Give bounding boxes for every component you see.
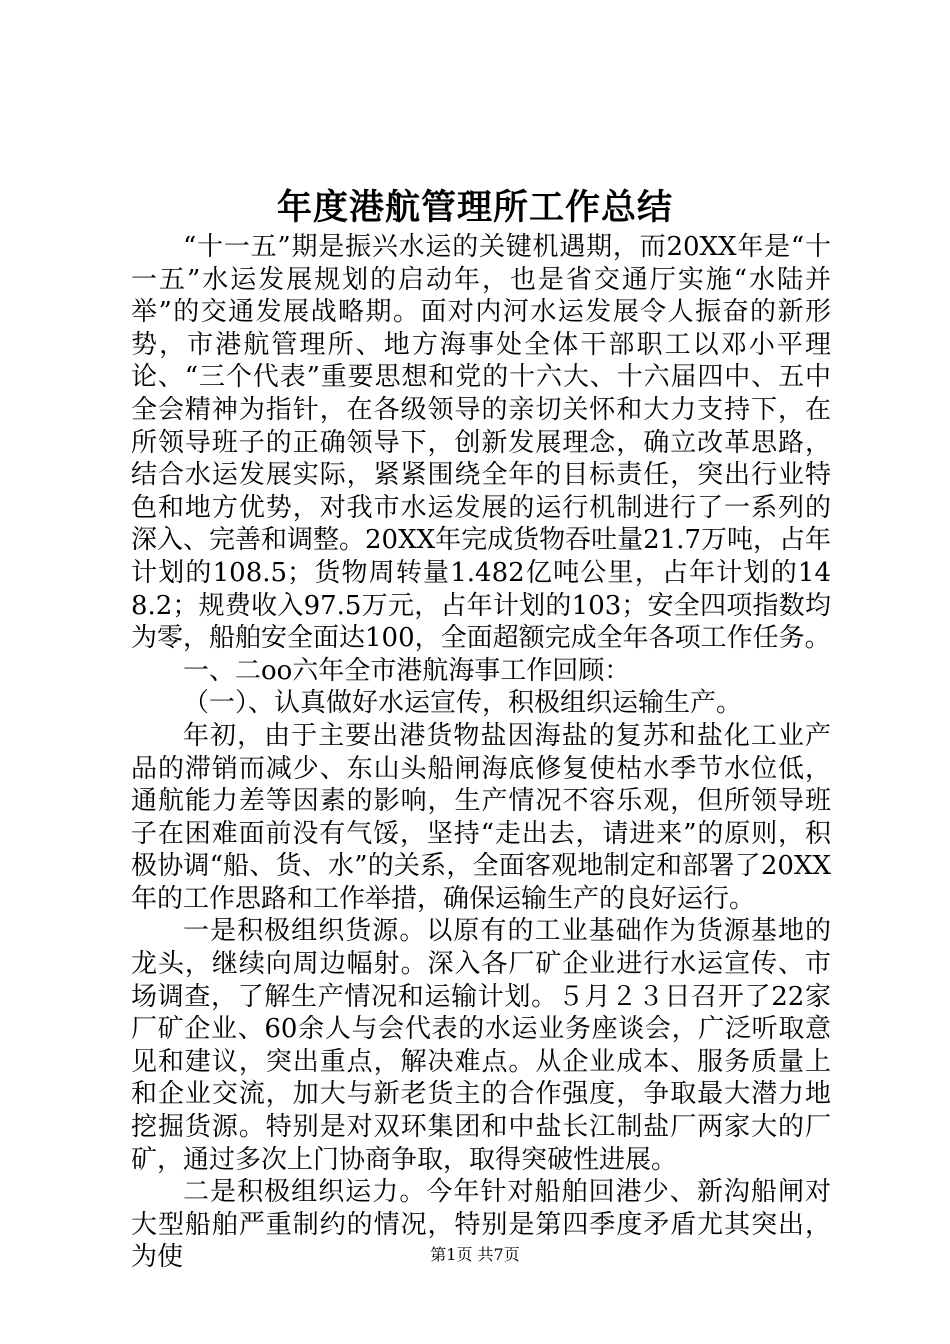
section-heading-1: 一、二oo六年全市港航海事工作回顾： [183, 655, 631, 686]
subsection-heading-1: （一）、认真做好水运宣传，积极组织运输生产。 [183, 688, 743, 719]
paragraph-intro: “十一五”期是振兴水运的关键机遇期，而20XX年是“十一五”水运发展规划的启动年，也是省交通厅实施“水陆并举”的交通发展战略期。面对内河水运发展令人振奋的新形势，市港航管理所、地方海事处全体干部职工以邓小平理论、“三个代表”重要思想和党的十六大、十六届四中、五中全会精神为指针，在各级领导的亲切关怀和大力支持下，在所领导班子的正确领导下，创新发展理念，确立改革思路，结合水运发展实际，紧紧围绕全年的目标责任，突出行业特色和地方优势，对我市水运发展的运行机制进行了一系列的深入、完善和调整。20XX年完成货物吞吐量21.7万吨，占年计划的108.5；货物周转量1.482亿吨公里，占年计划的148.2；规费收入97.5万元，占年计划的103；安全四项指数均为零，船舶安全面达100，全面超额完成全年各项工作任务。 [131, 232, 831, 654]
paragraph-organize-cargo: 一是积极组织货源。以原有的工业基础作为货源基地的龙头，继续向周边幅射。深入各厂矿企业进行水运宣传、市场调查，了解生产情况和运输计划。５月２３日召开了22家厂矿企业、60余人与会代表的水运业务座谈会，广泛听取意见和建议，突出重点，解决难点。从企业成本、服务质量上和企业交流，加大与新老货主的合作强度，争取最大潜力地挖掘货源。特别是对双环集团和中盐长江制盐厂两家大的厂矿，通过多次上门协商争取，取得突破性进展。 [131, 916, 831, 1175]
paragraph-year-start: 年初，由于主要出港货物盐因海盐的复苏和盐化工业产品的滞销而减少、东山头船闸海底修复使枯水季节水位低，通航能力差等因素的影响，生产情况不容乐观，但所领导班子在困难面前没有气馁，坚持“走出去，请进来”的原则，积极协调“船、货、水”的关系，全面客观地制定和部署了20XX年的工作思路和工作举措，确保运输生产的良好运行。 [131, 720, 831, 914]
document-title: 年度港航管理所工作总结 [276, 187, 673, 228]
page-footer: 第1页 共7页 [430, 1245, 520, 1264]
paragraph-organize-capacity: 二是积极组织运力。今年针对船舶回港少、新沟船闸对大型船舶严重制约的情况，特别是第四季度矛盾尤其突出，为使 [131, 1177, 831, 1273]
document-body [131, 231, 831, 1274]
